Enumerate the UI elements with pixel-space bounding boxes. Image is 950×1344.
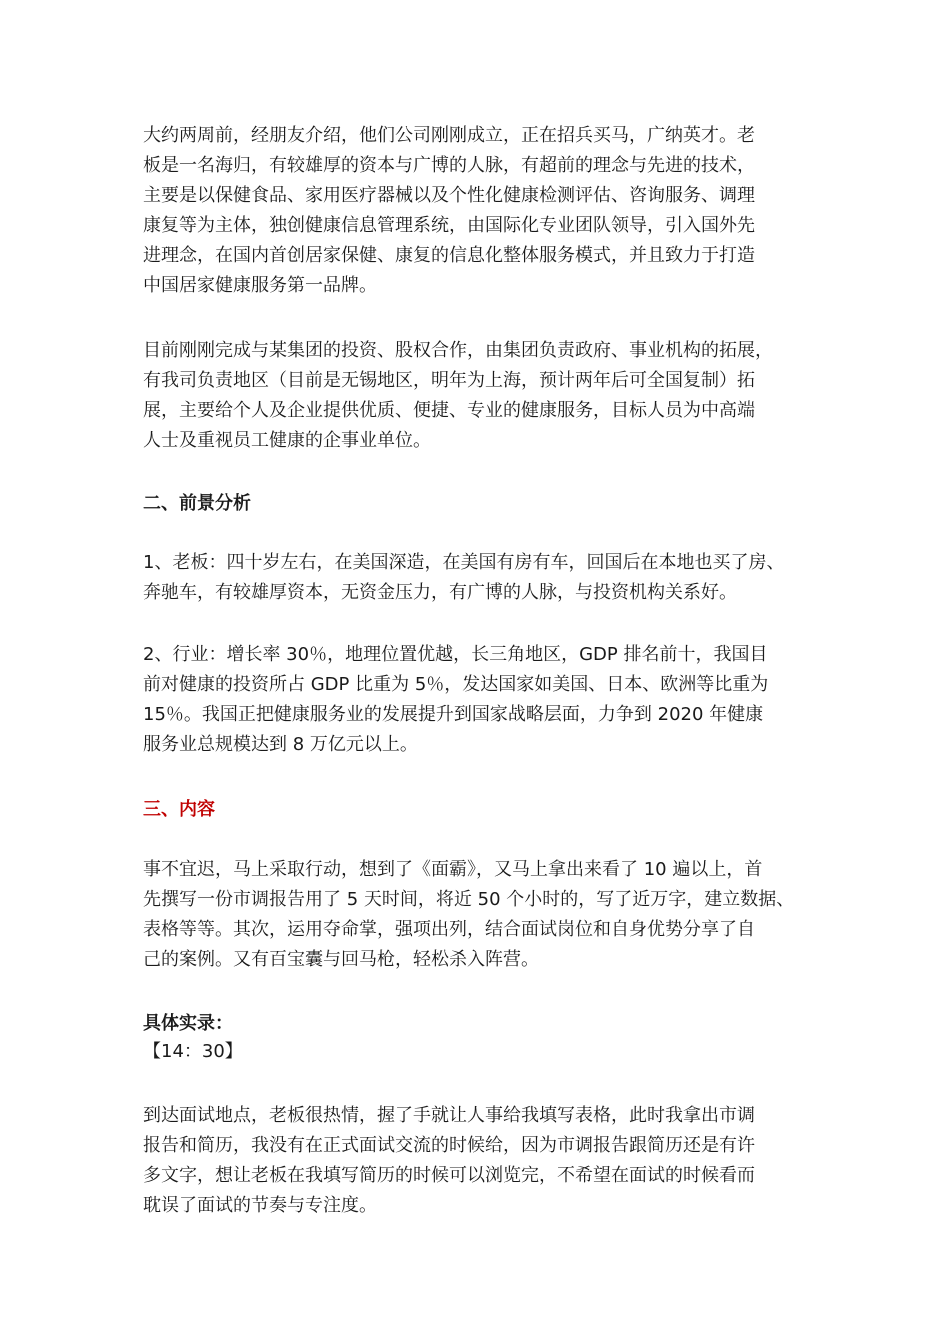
text-line: 表格等等。其次，运用夺命掌，强项出列，结合面试岗位和自身优势分享了自 xyxy=(143,919,755,940)
section-3-paragraph-2 xyxy=(143,1101,815,1221)
text-line: 报告和简历，我没有在正式面试交流的时候给，因为市调报告跟简历还是有许 xyxy=(143,1135,755,1156)
text-line: 前对健康的投资所占 GDP 比重为 5％，发达国家如美国、日本、欧洲等比重为 xyxy=(143,674,769,695)
text-line: 耽误了面试的节奏与专注度。 xyxy=(143,1195,377,1216)
text-line: 进理念，在国内首创居家保健、康复的信息化整体服务模式，并且致力于打造 xyxy=(143,245,755,266)
record-time: 【14：30】 xyxy=(143,1041,243,1062)
record-header xyxy=(143,1010,815,1066)
intro-paragraph-2 xyxy=(143,336,815,456)
text-line: 有我司负责地区（目前是无锡地区，明年为上海，预计两年后可全国复制）拓 xyxy=(143,370,755,391)
text-line: 奔驰车，有较雄厚资本，无资金压力，有广博的人脉，与投资机构关系好。 xyxy=(143,582,737,603)
text-line: 己的案例。又有百宝囊与回马枪，轻松杀入阵营。 xyxy=(143,949,539,970)
text-line: 15％。我国正把健康服务业的发展提升到国家战略层面，力争到 2020 年健康 xyxy=(143,704,764,725)
text-line: 目前刚刚完成与某集团的投资、股权合作，由集团负责政府、事业机构的拓展， xyxy=(143,340,773,361)
text-line: 服务业总规模达到 8 万亿元以上。 xyxy=(143,734,418,755)
text-line: 中国居家健康服务第一品牌。 xyxy=(143,275,377,296)
text-line: 康复等为主体，独创健康信息管理系统，由国际化专业团队领导，引入国外先 xyxy=(143,215,755,236)
text-line: 事不宜迟，马上采取行动，想到了《面霸》，又马上拿出来看了 10 遍以上，首 xyxy=(143,859,763,880)
intro-paragraph-1 xyxy=(143,121,815,301)
section-2-paragraph-2 xyxy=(143,640,815,760)
text-line: 大约两周前，经朋友介绍，他们公司刚刚成立，正在招兵买马，广纳英才。老 xyxy=(143,125,755,146)
section-3-paragraph-1 xyxy=(143,855,815,975)
text-line: 板是一名海归，有较雄厚的资本与广博的人脉，有超前的理念与先进的技术， xyxy=(143,155,755,176)
section-2-paragraph-1 xyxy=(143,548,815,608)
text-line: 到达面试地点，老板很热情，握了手就让人事给我填写表格，此时我拿出市调 xyxy=(143,1105,755,1126)
text-line: 多文字，想让老板在我填写简历的时候可以浏览完，不希望在面试的时候看而 xyxy=(143,1165,755,1186)
text-line: 2、行业：增长率 30％，地理位置优越，长三角地区，GDP 排名前十，我国目 xyxy=(143,644,768,665)
section-heading: 二、前景分析 xyxy=(143,493,251,514)
section-2-heading xyxy=(143,489,815,519)
text-line: 先撰写一份市调报告用了 5 天时间，将近 50 个小时的，写了近万字，建立数据、 xyxy=(143,889,795,910)
record-heading: 具体实录： xyxy=(143,1013,233,1034)
text-line: 1、老板：四十岁左右，在美国深造，在美国有房有车，回国后在本地也买了房、 xyxy=(143,552,785,573)
text-line: 展，主要给个人及企业提供优质、便捷、专业的健康服务，目标人员为中高端 xyxy=(143,400,755,421)
section-3-heading xyxy=(143,795,815,825)
text-line: 人士及重视员工健康的企事业单位。 xyxy=(143,430,431,451)
section-heading: 三、内容 xyxy=(143,799,215,820)
text-line: 主要是以保健食品、家用医疗器械以及个性化健康检测评估、咨询服务、调理 xyxy=(143,185,755,206)
